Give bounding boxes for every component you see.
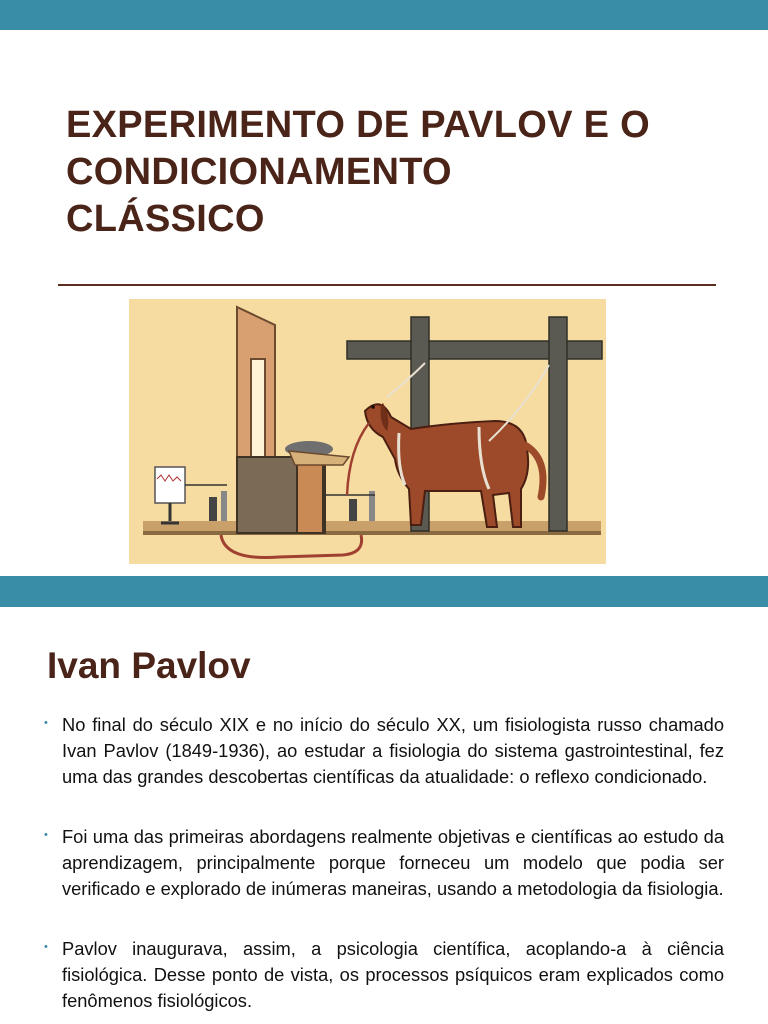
bullet-item (44, 936, 724, 1014)
bullet-text: No final do século XIX e no início do século XX, um fisiologista russo chamado Ivan Pavlov (1849-1936), ao estudar a fisiologia do sistema gastrointestinal, fez uma das grandes descobertas científicas da atualidade: o reflexo condicionado. (62, 714, 724, 787)
bullet-list (44, 712, 724, 1024)
title-slide (0, 30, 768, 576)
slide-title (66, 102, 746, 243)
slide-heading: Ivan Pavlov (47, 645, 251, 686)
bullet-text: Pavlov inaugurava, assim, a psicologia científica, acoplando-a à ciência fisiológica. Desse ponto de vista, os processos psíquicos eram explicados como fenômenos fisiológicos. (62, 938, 724, 1011)
title-divider (58, 284, 716, 286)
title-line-2: CONDICIONAMENTO (66, 151, 452, 193)
content-slide (0, 607, 768, 1024)
bullet-text: Foi uma das primeiras abordagens realmente objetivas e científicas ao estudo da aprendizagem, principalmente porque forneceu um modelo que podia ser verificado e explorado de inúmeras maneiras, usando a metodologia da fisiologia. (62, 826, 724, 899)
section-divider-band (0, 576, 768, 607)
bullet-icon: • (44, 941, 48, 953)
title-line-1: EXPERIMENTO DE PAVLOV E O (66, 104, 650, 146)
top-accent-band (0, 0, 768, 30)
bullet-item (44, 824, 724, 902)
bullet-icon: • (44, 829, 48, 841)
bullet-icon: • (44, 717, 48, 729)
title-line-3: CLÁSSICO (66, 198, 265, 240)
pavlov-dog-experiment-illustration (129, 299, 606, 564)
bullet-item (44, 712, 724, 790)
